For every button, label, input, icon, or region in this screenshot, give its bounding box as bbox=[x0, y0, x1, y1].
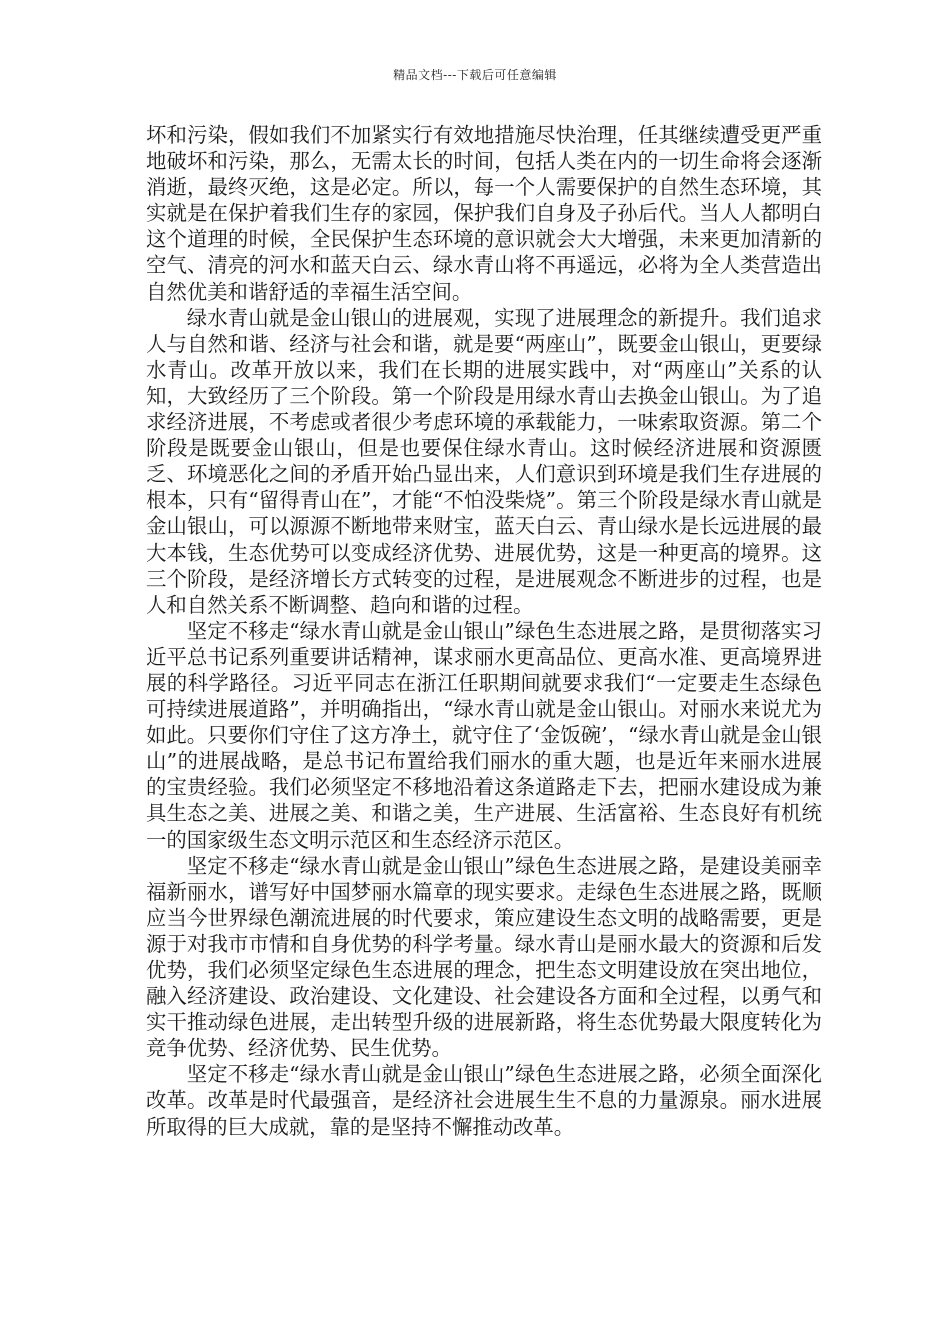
paragraph-3: 坚定不移走“绿水青山就是金山银山”绿色生态进展之路，是贯彻落实习近平总书记系列重要讲话精神，谋求丽水更高品位、更高水准、更高境界进展的科学路径。习近平同志在浙江任职期间就要求我们“一定要走生态绿色可持续进展道路”，并明确指出，“绿水青山就是金山银山。对丽水来说尤为如此。只要你们守住了这方净土，就守住了‘金饭碗’，“绿水青山就是金山银山”的进展战略，是总书记布置给我们丽水的重大题，也是近年来丽水进展的宝贵经验。我们必须坚定不移地沿着这条道路走下去，把丽水建设成为兼具生态之美、进展之美、和谐之美，生产进展、生活富裕、生态良好有机统一的国家级生态文明示范区和生态经济示范区。 bbox=[146, 618, 822, 852]
paragraph-2: 绿水青山就是金山银山的进展观，实现了进展理念的新提升。我们追求人与自然和谐、经济与社会和谐，就是要“两座山”，既要金山银山，更要绿水青山。改革开放以来，我们在长期的进展实践中，对“两座山”关系的认知，大致经历了三个阶段。第一个阶段是用绿水青山去换金山银山。为了追求经济进展，不考虑或者很少考虑环境的承载能力，一味索取资源。第二个阶段是既要金山银山，但是也要保住绿水青山。这时候经济进展和资源匮乏、环境恶化之间的矛盾开始凸显出来，人们意识到环境是我们生存进展的根本，只有“留得青山在”，才能“不怕没柴烧”。第三个阶段是绿水青山就是金山银山，可以源源不断地带来财宝，蓝天白云、青山绿水是长远进展的最大本钱，生态优势可以变成经济优势、进展优势，这是一种更高的境界。这三个阶段，是经济增长方式转变的过程，是进展观念不断进步的过程，也是人和自然关系不断调整、趋向和谐的过程。 bbox=[146, 305, 822, 617]
page-header: 精品文档---下载后可任意编辑 bbox=[393, 68, 557, 82]
paragraph-4: 坚定不移走“绿水青山就是金山银山”绿色生态进展之路，是建设美丽幸福新丽水，谱写好中国梦丽水篇章的现实要求。走绿色生态进展之路，既顺应当今世界绿色潮流进展的时代要求，策应建设生态文明的战略需要，更是源于对我市市情和自身优势的科学考量。绿水青山是丽水最大的资源和后发优势，我们必须坚定绿色生态进展的理念，把生态文明建设放在突出地位，融入经济建设、政治建设、文化建设、社会建设各方面和全过程，以勇气和实干推动绿色进展，走出转型升级的进展新路，将生态优势最大限度转化为竞争优势、经济优势、民生优势。 bbox=[146, 853, 822, 1061]
document-body bbox=[146, 122, 822, 1140]
paragraph-5: 坚定不移走“绿水青山就是金山银山”绿色生态进展之路，必须全面深化改革。改革是时代最强音，是经济社会进展生生不息的力量源泉。丽水进展所取得的巨大成就，靠的是坚持不懈推动改革。 bbox=[146, 1062, 822, 1139]
paragraph-1: 坏和污染，假如我们不加紧实行有效地措施尽快治理，任其继续遭受更严重地破坏和污染，那么，无需太长的时间，包括人类在内的一切生命将会逐渐消逝，最终灭绝，这是必定。所以，每一个人需要保护的自然生态环境，其实就是在保护着我们生存的家园，保护我们自身及子孙后代。当人人都明白这个道理的时候，全民保护生态环境的意识就会大大增强，未来更加清新的空气、清亮的河水和蓝天白云、绿水青山将不再遥远，必将为全人类营造出自然优美和谐舒适的幸福生活空间。 bbox=[146, 123, 822, 304]
